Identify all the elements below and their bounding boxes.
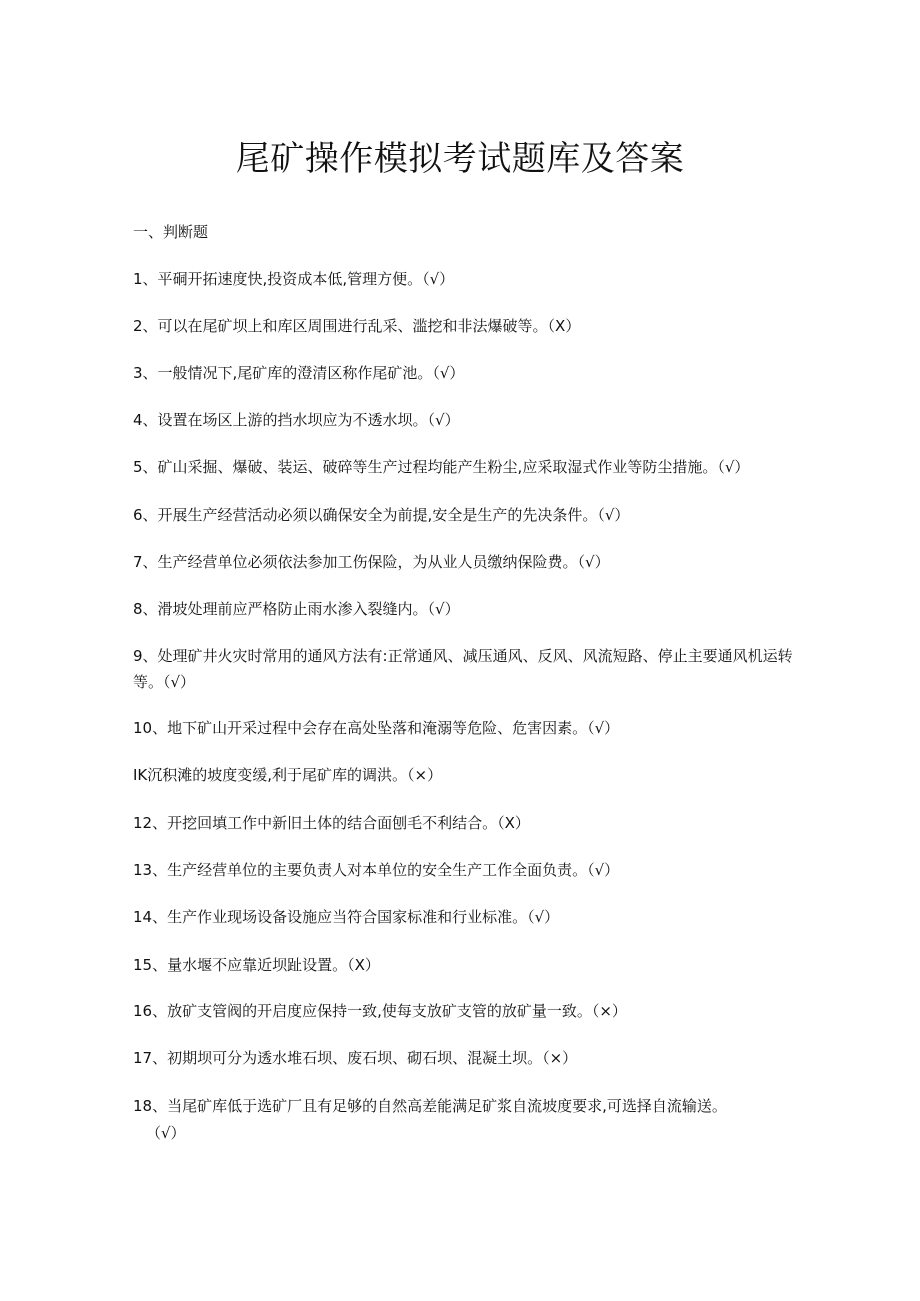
- question-item-18-answer: （√）: [146, 1124, 186, 1142]
- question-item-7: 7、生产经营单位必须依法参加工伤保险，为从业人员缴纳保险费。（√）: [133, 553, 610, 571]
- question-item-16: 16、放矿支管阀的开启度应保持一致,使每支放矿支管的放矿量一致。（×）: [133, 1002, 627, 1020]
- question-item-8: 8、滑坡处理前应严格防止雨水渗入裂缝内。（√）: [133, 600, 460, 618]
- question-item-5: 5、矿山采掘、爆破、装运、破碎等生产过程均能产生粉尘,应采取湿式作业等防尘措施。（√）: [133, 458, 750, 476]
- question-item-4: 4、设置在场区上游的挡水坝应为不透水坝。（√）: [133, 411, 460, 429]
- document-title: 尾矿操作模拟考试题库及答案: [235, 139, 685, 179]
- question-item-2: 2、可以在尾矿坝上和库区周围进行乱采、滥挖和非法爆破等。（X）: [133, 317, 581, 335]
- question-item-14: 14、生产作业现场设备设施应当符合国家标准和行业标准。（√）: [133, 908, 560, 926]
- question-item-9: 9、处理矿井火灾时常用的通风方法有:正常通风、减压通风、反风、风流短路、停止主要通风机运转等。（√）: [133, 647, 793, 691]
- question-item-11: IK沉积滩的坡度变缓,利于尾矿库的调洪。（×）: [133, 766, 443, 784]
- question-item-10: 10、地下矿山开采过程中会存在高处坠落和淹溺等危险、危害因素。（√）: [133, 719, 620, 737]
- question-item-6: 6、开展生产经营活动必须以确保安全为前提,安全是生产的先决条件。（√）: [133, 506, 630, 524]
- section-heading: 一、判断题: [133, 223, 209, 241]
- question-item-13: 13、生产经营单位的主要负责人对本单位的安全生产工作全面负责。（√）: [133, 861, 620, 879]
- question-item-3: 3、一般情况下,尾矿库的澄清区称作尾矿池。（√）: [133, 364, 465, 382]
- question-item-17: 17、初期坝可分为透水堆石坝、废石坝、砌石坝、混凝土坝。（×）: [133, 1049, 578, 1067]
- question-item-18: 18、当尾矿库低于选矿厂且有足够的自然高差能满足矿浆自流坡度要求,可选择自流输送。: [133, 1097, 727, 1115]
- question-item-1: 1、平硐开拓速度快,投资成本低,管理方便。（√）: [133, 270, 455, 288]
- question-item-12: 12、开挖回填工作中新旧土体的结合面刨毛不利结合。（X）: [133, 814, 530, 832]
- question-item-15: 15、量水堰不应靠近坝趾设置。（X）: [133, 956, 380, 974]
